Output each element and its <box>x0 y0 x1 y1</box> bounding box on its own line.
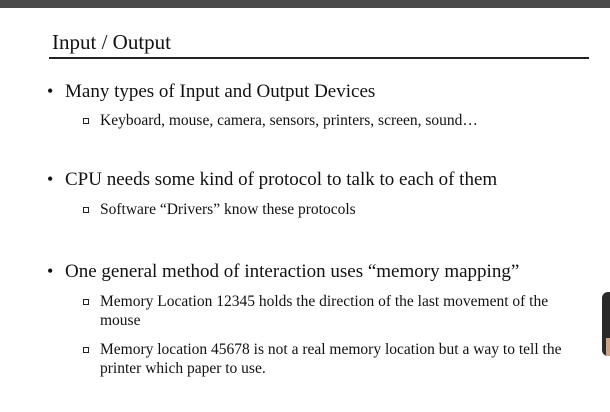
presenter-hand <box>606 338 610 356</box>
sub-bullet-device-list <box>83 111 583 130</box>
square-bullet-icon <box>83 347 89 353</box>
square-bullet-icon <box>83 299 89 305</box>
bullet-memory-mapping <box>47 260 519 283</box>
slide-title: Input / Output <box>52 30 171 54</box>
bullet-io-devices <box>47 80 375 103</box>
sub-bullet-text: Memory location 45678 is not a real memory location but a way to tell the printer which paper to use. <box>100 341 562 377</box>
bullet-text: Many types of Input and Output Devices <box>65 81 376 102</box>
sub-bullet-drivers <box>83 200 583 219</box>
bullet-cpu-protocol <box>47 168 497 191</box>
sub-bullet-text: Memory Location 12345 holds the direction of the last movement of the mouse <box>100 293 549 329</box>
square-bullet-icon <box>83 118 89 124</box>
bullet-dot-icon: • <box>47 81 54 101</box>
sub-bullet-text: Keyboard, mouse, camera, sensors, printers, screen, sound… <box>100 112 478 129</box>
bullet-dot-icon: • <box>47 169 54 189</box>
bullet-dot-icon: • <box>47 261 54 281</box>
sub-bullet-text: Software “Drivers” know these protocols <box>100 201 356 218</box>
sub-bullet-printer-location <box>83 340 583 378</box>
sub-bullet-mouse-location <box>83 292 583 330</box>
title-divider <box>49 57 589 59</box>
bullet-text: One general method of interaction uses “memory mapping” <box>65 261 520 282</box>
bullet-text: CPU needs some kind of protocol to talk to each of them <box>65 169 498 190</box>
square-bullet-icon <box>83 207 89 213</box>
top-bar <box>0 0 610 8</box>
